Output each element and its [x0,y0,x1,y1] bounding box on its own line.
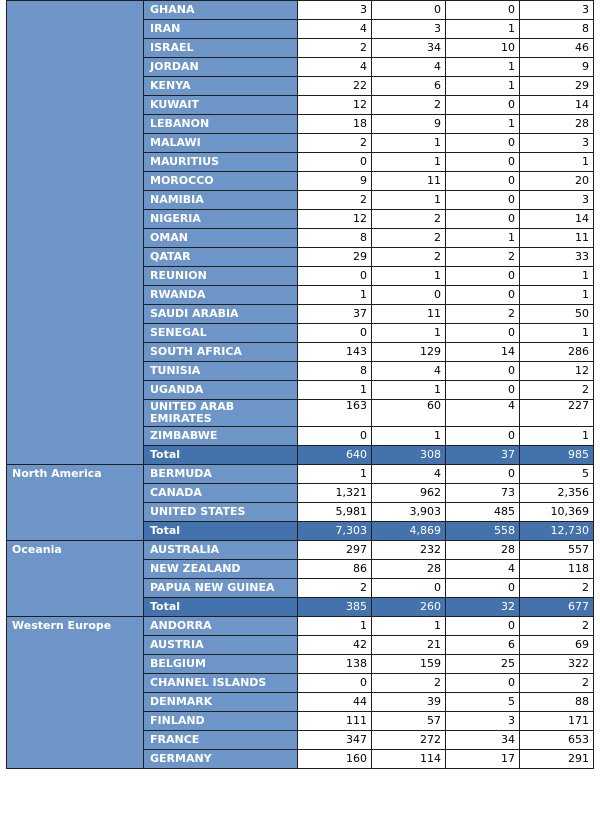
value-cell: 0 [446,465,520,484]
value-cell: 11 [520,229,594,248]
country-cell: KENYA [144,77,298,96]
table-row [7,617,594,636]
value-cell: 347 [298,731,372,750]
value-cell: 2 [372,96,446,115]
total-value-cell: 385 [298,598,372,617]
country-cell: MALAWI [144,134,298,153]
value-cell: 0 [446,324,520,343]
total-label: Total [144,598,298,617]
value-cell: 1 [372,134,446,153]
value-cell: 232 [372,541,446,560]
value-cell: 0 [446,191,520,210]
value-cell: 34 [446,731,520,750]
value-cell: 159 [372,655,446,674]
country-cell: ISRAEL [144,39,298,58]
value-cell: 18 [298,115,372,134]
value-cell: 8 [520,20,594,39]
country-cell: CHANNEL ISLANDS [144,674,298,693]
value-cell: 86 [298,560,372,579]
value-cell: 138 [298,655,372,674]
value-cell: 1 [446,20,520,39]
value-cell: 4 [372,58,446,77]
value-cell: 10 [446,39,520,58]
value-cell: 2 [446,305,520,324]
country-cell: NIGERIA [144,210,298,229]
value-cell: 2,356 [520,484,594,503]
value-cell: 4 [372,362,446,381]
region-cell [7,1,144,465]
value-cell: 0 [298,324,372,343]
value-cell: 962 [372,484,446,503]
country-cell: BELGIUM [144,655,298,674]
value-cell: 28 [446,541,520,560]
value-cell: 39 [372,693,446,712]
value-cell: 1 [298,286,372,305]
value-cell: 3 [446,712,520,731]
value-cell: 33 [520,248,594,267]
country-cell: NEW ZEALAND [144,560,298,579]
country-cell: GERMANY [144,750,298,769]
value-cell: 2 [298,39,372,58]
value-cell: 11 [372,305,446,324]
value-cell: 2 [520,381,594,400]
value-cell: 12 [520,362,594,381]
value-cell: 1 [372,427,446,446]
value-cell: 14 [520,96,594,115]
value-cell: 1 [520,267,594,286]
total-value-cell: 640 [298,446,372,465]
value-cell: 129 [372,343,446,362]
value-cell: 291 [520,750,594,769]
value-cell: 1 [520,153,594,172]
value-cell: 5 [446,693,520,712]
country-cell: UNITED ARAB EMIRATES [144,400,298,427]
value-cell: 1 [372,381,446,400]
value-cell: 227 [520,400,594,427]
value-cell: 1 [372,153,446,172]
value-cell: 653 [520,731,594,750]
value-cell: 5 [520,465,594,484]
value-cell: 37 [298,305,372,324]
value-cell: 73 [446,484,520,503]
value-cell: 4 [446,400,520,427]
country-cell: SOUTH AFRICA [144,343,298,362]
value-cell: 2 [446,248,520,267]
country-cell: AUSTRIA [144,636,298,655]
total-value-cell: 677 [520,598,594,617]
value-cell: 0 [446,286,520,305]
region-cell: Western Europe [7,617,144,769]
country-cell: GHANA [144,1,298,20]
value-cell: 0 [446,674,520,693]
value-cell: 57 [372,712,446,731]
value-cell: 0 [298,427,372,446]
value-cell: 12 [298,96,372,115]
country-cell: MOROCCO [144,172,298,191]
value-cell: 9 [520,58,594,77]
value-cell: 44 [298,693,372,712]
value-cell: 322 [520,655,594,674]
value-cell: 2 [372,229,446,248]
value-cell: 2 [372,674,446,693]
total-value-cell: 12,730 [520,522,594,541]
value-cell: 69 [520,636,594,655]
value-cell: 12 [298,210,372,229]
total-value-cell: 308 [372,446,446,465]
value-cell: 10,369 [520,503,594,522]
value-cell: 0 [298,153,372,172]
value-cell: 14 [446,343,520,362]
value-cell: 11 [372,172,446,191]
value-cell: 60 [372,400,446,427]
value-cell: 17 [446,750,520,769]
value-cell: 14 [520,210,594,229]
value-cell: 0 [446,172,520,191]
value-cell: 171 [520,712,594,731]
country-cell: BERMUDA [144,465,298,484]
country-cell: ZIMBABWE [144,427,298,446]
value-cell: 9 [298,172,372,191]
value-cell: 2 [298,191,372,210]
country-cell: DENMARK [144,693,298,712]
value-cell: 0 [446,96,520,115]
value-cell: 1 [298,465,372,484]
value-cell: 0 [372,579,446,598]
value-cell: 4 [372,465,446,484]
total-value-cell: 37 [446,446,520,465]
country-cell: MAURITIUS [144,153,298,172]
value-cell: 88 [520,693,594,712]
value-cell: 5,981 [298,503,372,522]
value-cell: 3 [298,1,372,20]
value-cell: 143 [298,343,372,362]
value-cell: 2 [520,579,594,598]
value-cell: 8 [298,229,372,248]
value-cell: 2 [520,617,594,636]
value-cell: 4 [298,20,372,39]
value-cell: 0 [446,362,520,381]
value-cell: 3 [520,1,594,20]
country-cell: OMAN [144,229,298,248]
table-body [7,1,594,769]
value-cell: 0 [372,286,446,305]
value-cell: 160 [298,750,372,769]
country-cell: SENEGAL [144,324,298,343]
value-cell: 0 [298,267,372,286]
value-cell: 50 [520,305,594,324]
country-cell: AUSTRALIA [144,541,298,560]
country-cell: FRANCE [144,731,298,750]
value-cell: 0 [446,579,520,598]
value-cell: 0 [446,153,520,172]
value-cell: 1 [520,427,594,446]
value-cell: 2 [372,210,446,229]
country-cell: JORDAN [144,58,298,77]
value-cell: 3,903 [372,503,446,522]
table-row [7,541,594,560]
value-cell: 1,321 [298,484,372,503]
value-cell: 3 [372,20,446,39]
value-cell: 29 [298,248,372,267]
value-cell: 6 [372,77,446,96]
country-cell: ANDORRA [144,617,298,636]
country-cell: IRAN [144,20,298,39]
table-row [7,465,594,484]
value-cell: 297 [298,541,372,560]
country-cell: RWANDA [144,286,298,305]
country-cell: CANADA [144,484,298,503]
region-cell: North America [7,465,144,541]
total-value-cell: 558 [446,522,520,541]
value-cell: 1 [372,191,446,210]
country-count-table [6,0,594,769]
value-cell: 22 [298,77,372,96]
value-cell: 29 [520,77,594,96]
value-cell: 2 [298,579,372,598]
total-value-cell: 4,869 [372,522,446,541]
value-cell: 28 [520,115,594,134]
value-cell: 42 [298,636,372,655]
country-cell: REUNION [144,267,298,286]
value-cell: 1 [520,286,594,305]
value-cell: 21 [372,636,446,655]
country-cell: LEBANON [144,115,298,134]
table-row [7,1,594,20]
value-cell: 1 [372,324,446,343]
value-cell: 0 [446,1,520,20]
value-cell: 8 [298,362,372,381]
value-cell: 3 [520,134,594,153]
value-cell: 4 [298,58,372,77]
total-value-cell: 32 [446,598,520,617]
value-cell: 286 [520,343,594,362]
value-cell: 0 [446,381,520,400]
value-cell: 1 [372,267,446,286]
value-cell: 1 [520,324,594,343]
value-cell: 111 [298,712,372,731]
value-cell: 485 [446,503,520,522]
total-value-cell: 985 [520,446,594,465]
country-cell: QATAR [144,248,298,267]
total-value-cell: 260 [372,598,446,617]
value-cell: 2 [520,674,594,693]
value-cell: 1 [446,77,520,96]
value-cell: 34 [372,39,446,58]
country-cell: NAMIBIA [144,191,298,210]
value-cell: 1 [446,229,520,248]
value-cell: 2 [372,248,446,267]
country-cell: TUNISIA [144,362,298,381]
total-label: Total [144,446,298,465]
value-cell: 114 [372,750,446,769]
value-cell: 28 [372,560,446,579]
value-cell: 0 [446,134,520,153]
value-cell: 0 [372,1,446,20]
country-cell: PAPUA NEW GUINEA [144,579,298,598]
value-cell: 9 [372,115,446,134]
value-cell: 0 [298,674,372,693]
value-cell: 0 [446,427,520,446]
total-value-cell: 7,303 [298,522,372,541]
region-cell: Oceania [7,541,144,617]
value-cell: 1 [372,617,446,636]
value-cell: 2 [298,134,372,153]
value-cell: 118 [520,560,594,579]
value-cell: 46 [520,39,594,58]
country-cell: SAUDI ARABIA [144,305,298,324]
country-cell: FINLAND [144,712,298,731]
country-cell: KUWAIT [144,96,298,115]
value-cell: 20 [520,172,594,191]
value-cell: 163 [298,400,372,427]
value-cell: 6 [446,636,520,655]
value-cell: 557 [520,541,594,560]
value-cell: 0 [446,267,520,286]
value-cell: 25 [446,655,520,674]
value-cell: 1 [298,617,372,636]
value-cell: 0 [446,617,520,636]
value-cell: 1 [446,115,520,134]
value-cell: 1 [298,381,372,400]
value-cell: 4 [446,560,520,579]
total-label: Total [144,522,298,541]
table-wrapper [6,0,594,769]
value-cell: 3 [520,191,594,210]
country-cell: UNITED STATES [144,503,298,522]
value-cell: 1 [446,58,520,77]
value-cell: 272 [372,731,446,750]
value-cell: 0 [446,210,520,229]
country-cell: UGANDA [144,381,298,400]
